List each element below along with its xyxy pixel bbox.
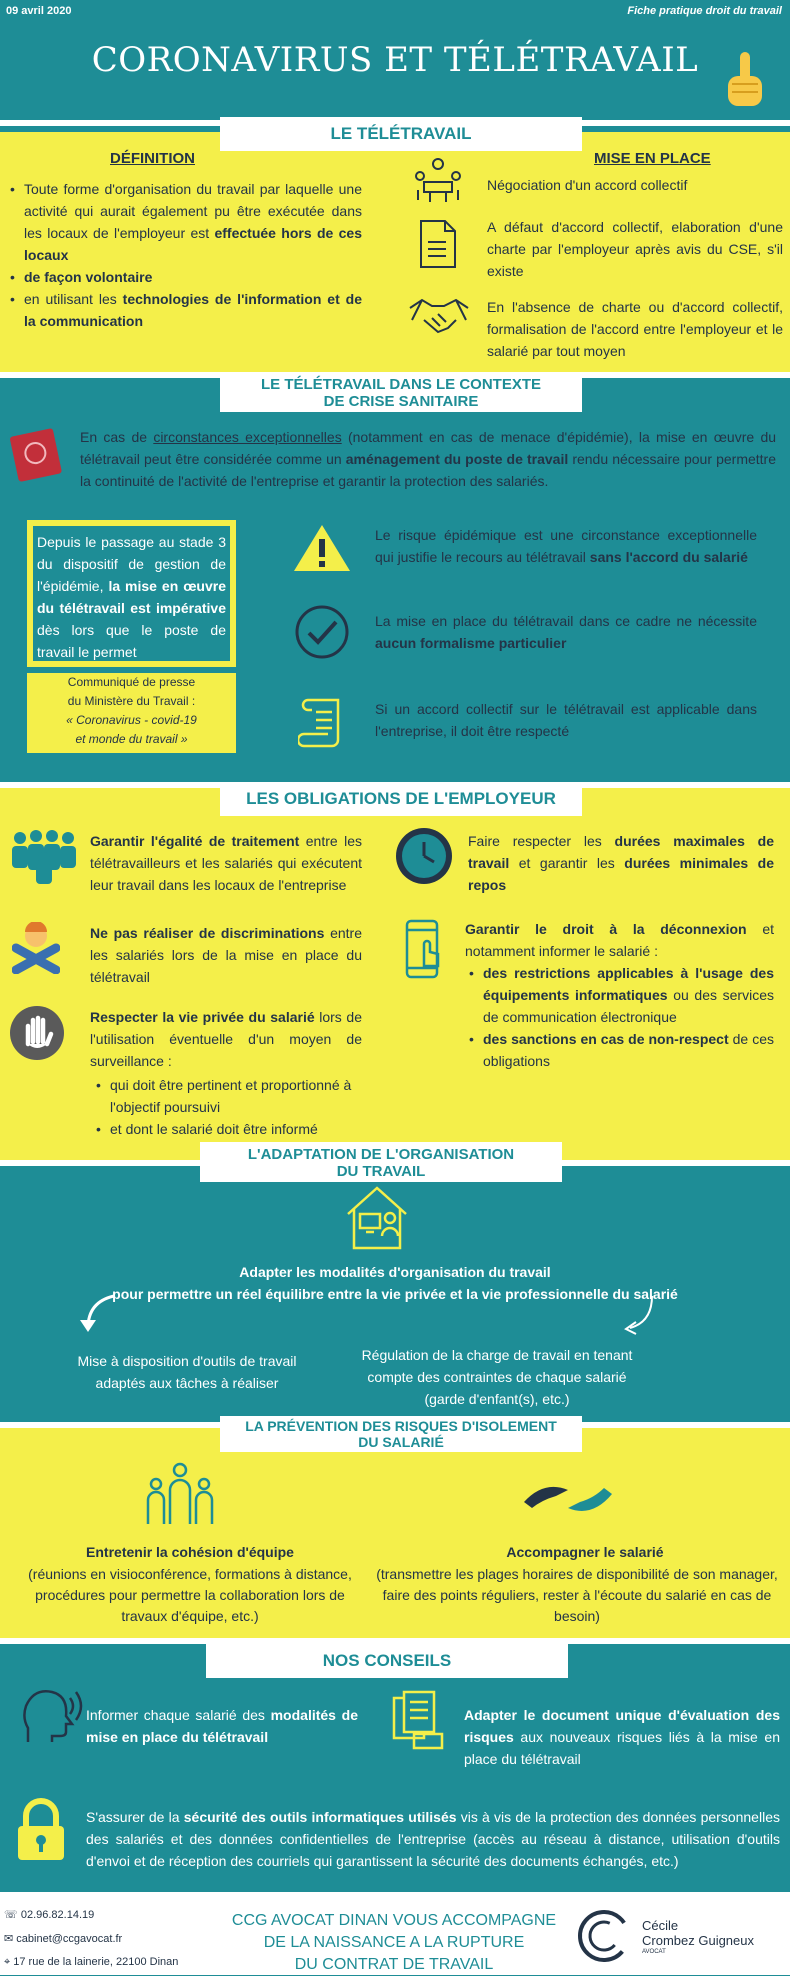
deconnexion-item: • des sanctions en cas de non-respect de ces obligations [469, 1028, 774, 1072]
crise-intro: En cas de circonstances exceptionnelles (notamment en cas de menace d'épidémie), la mise en œuvre du télétravail peut être considérée comme un aménagement du poste de travail rendu nécessaire pour permettre la continuité de l'activité de l'entreprise et garantir la protection des salariés. [80, 429, 777, 489]
prevention-left-text: (réunions en visioconférence, formations à distance, procédures pour permettre la collaboration lors de travaux d'équipe, etc.) [28, 1566, 352, 1624]
slogan-line: DE LA NAISSANCE A LA RUPTURE [263, 1934, 525, 1951]
conseils-banner: NOS CONSEILS [206, 1644, 568, 1678]
location-icon: ⌖ [4, 1956, 11, 1968]
mise-en-place-step1: Négociation d'un accord collectif [487, 177, 688, 193]
adaptation-left: Mise à disposition d'outils de travail adaptés aux tâches à réaliser [77, 1353, 297, 1391]
conseil-informer: Informer chaque salarié des modalités de mise en place du télétravail [86, 1707, 358, 1745]
deconnexion-list [469, 962, 774, 1072]
footer-slogan [214, 1910, 574, 1976]
vie-privee-item: • qui doit être pertinent et proportionné à l'objectif poursuivi [96, 1074, 362, 1118]
page-title: CORONAVIRUS ET TÉLÉTRAVAIL [91, 40, 699, 80]
clock-icon [394, 826, 454, 886]
obligation-discriminations: Ne pas réaliser de discriminations entre les salariés lors de la mise en place du télétravail [90, 925, 362, 985]
group-people-icon [6, 828, 82, 884]
deconnexion-item: • des restrictions applicables à l'usage des équipements informatiques ou des services de communication électronique [469, 962, 774, 1028]
adaptation-right: Régulation de la charge de travail en tenant compte des contraintes de chaque salarié (garde d'enfant(s), etc.) [361, 1347, 633, 1407]
documents-icon [390, 1690, 446, 1750]
speaking-head-icon [22, 1686, 86, 1746]
definition-item: • de façon volontaire [10, 266, 362, 288]
padlock-icon [14, 1798, 68, 1862]
adaptation-banner [200, 1142, 562, 1182]
footer-address: ⌖ 17 rue de la lainerie, 22100 Dinan [4, 1956, 179, 1968]
source-note [27, 673, 236, 753]
prevention-right-title: Accompagner le salarié [506, 1544, 664, 1560]
document-icon [418, 218, 458, 270]
stade3-text: Depuis le passage au stade 3 du dispositif de gestion de l'épidémie, la mise en œuvre du télétravail est impérative dès lors que le poste de travail le permet [37, 534, 226, 660]
checkmark-circle-icon [294, 604, 350, 660]
scroll-icon [298, 694, 346, 750]
logo-line: Crombez Guigneux [642, 1933, 754, 1948]
pointing-hand-icon [722, 50, 768, 110]
header-date: 09 avril 2020 [6, 5, 72, 17]
meeting-icon [412, 156, 464, 208]
phone-icon: ☏ [4, 1909, 18, 1921]
conseil-document-unique: Adapter le document unique d'évaluation des risques aux nouveaux risques liés à la mise en place du télétravail [464, 1707, 780, 1767]
crise-banner [220, 372, 582, 412]
no-gesture-person-icon [12, 922, 60, 974]
obligation-durees: Faire respecter les durées maximales de travail et garantir les durées minimales de repos [468, 833, 774, 893]
logo-line: Cécile [642, 1918, 679, 1933]
prevention-banner-line: DU SALARIÉ [358, 1434, 444, 1450]
source-line: et monde du travail » [75, 732, 188, 746]
adaptation-main [0, 1261, 790, 1305]
crise-point2: La mise en place du télétravail dans ce cadre ne nécessite aucun formalisme particulier [375, 613, 757, 651]
vie-privee-list [96, 1074, 362, 1140]
prevention-left-title: Entretenir la cohésion d'équipe [86, 1544, 294, 1560]
teletravail-banner: LE TÉLÉTRAVAIL [220, 117, 582, 151]
source-line: Communiqué de presse [67, 675, 196, 689]
law-book-icon [8, 428, 66, 484]
obligation-egalite: Garantir l'égalité de traitement entre les télétravailleurs et les salariés qui exécutent leur travail dans les locaux de l'entreprise [90, 833, 362, 893]
footer-email[interactable]: ✉ cabinet@ccgavocat.fr [4, 1933, 123, 1945]
conseil-securite: S'assurer de la sécurité des outils informatiques utilisés vis à vis de la protection des données personnelles des salariés et des données confidentielles de l'entreprise (accès au réseau à distance, utilisation d'outils d'envoi et de réception des courriels qui garantissent la sécurité des documents échangés, etc.) [86, 1809, 780, 1869]
mise-en-place-step2: A défaut d'accord collectif, elaboration d'une charte par l'employeur après avis du CSE, s'il existe [487, 219, 783, 279]
smartphone-touch-icon [404, 918, 446, 982]
definition-item: • en utilisant les technologies de l'information et de la communication [10, 288, 362, 332]
curved-arrow-right-icon [622, 1292, 662, 1336]
team-icon [140, 1462, 220, 1528]
definition-list [10, 178, 362, 332]
prevention-right-text: (transmettre les plages horaires de disponibilité de son manager, faire des points réguliers, rester à l'écoute du salarié en cas de besoin) [376, 1566, 778, 1624]
crise-point1: Le risque épidémique est une circonstance exceptionnelle qui justifie le recours au télétravail sans l'accord du salarié [375, 527, 757, 565]
curved-arrow-left-icon [78, 1292, 118, 1336]
caring-hands-icon [520, 1472, 616, 1526]
footer [0, 1892, 790, 1975]
slogan-line: DU CONTRAT DE TRAVAIL [294, 1956, 494, 1973]
crise-point3: Si un accord collectif sur le télétravail est applicable dans l'entreprise, il doit être respecté [375, 701, 757, 739]
source-line: « Coronavirus - covid-19 [66, 713, 197, 727]
stop-hand-icon [8, 1004, 66, 1062]
header-section [0, 0, 790, 120]
logo-line: AVOCAT [642, 1949, 666, 1955]
prevention-banner [220, 1416, 582, 1452]
obligation-vie-privee: Respecter la vie privée du salarié lors de l'utilisation éventuelle d'un moyen de surveillance : [90, 1009, 362, 1069]
adaptation-main-line: Adapter les modalités d'organisation du travail [239, 1264, 551, 1280]
logo-text [642, 1918, 754, 1956]
header-tag: Fiche pratique droit du travail [627, 5, 782, 17]
crise-banner-line: DE CRISE SANITAIRE [323, 393, 479, 410]
mise-en-place-heading: MISE EN PLACE [594, 150, 711, 167]
source-line: du Ministère du Travail : [67, 694, 196, 708]
vie-privee-item: • et dont le salarié doit être informé [96, 1118, 362, 1140]
warning-icon [292, 523, 352, 573]
obligation-deconnexion: Garantir le droit à la déconnexion et notamment informer le salarié : [465, 921, 774, 959]
mise-en-place-step3: En l'absence de charte ou d'accord collectif, formalisation de l'accord entre l'employeur et le salarié par tout moyen [487, 299, 783, 359]
adaptation-banner-line: DU TRAVAIL [336, 1163, 426, 1180]
definition-item: • Toute forme d'organisation du travail par laquelle une activité qui aurait également pu être exécutée dans les locaux de l'employeur est effectuée hors de ces locaux [10, 178, 362, 266]
slogan-line: CCG AVOCAT DINAN VOUS ACCOMPAGNE [231, 1912, 557, 1929]
obligations-banner: LES OBLIGATIONS DE L'EMPLOYEUR [220, 782, 582, 816]
footer-phone: ☏ 02.96.82.14.19 [4, 1909, 95, 1921]
ccg-logo-icon [576, 1908, 632, 1964]
adaptation-main-line: pour permettre un réel équilibre entre la vie privée et la vie professionnelle du salarié [112, 1286, 678, 1302]
prevention-banner-line: LA PRÉVENTION DES RISQUES D'ISOLEMENT [245, 1418, 557, 1434]
definition-heading: DÉFINITION [110, 150, 195, 167]
handshake-icon [408, 296, 470, 340]
email-icon: ✉ [4, 1933, 14, 1945]
home-office-icon [344, 1184, 410, 1252]
adaptation-banner-line: L'ADAPTATION DE L'ORGANISATION [247, 1146, 515, 1163]
crise-banner-line: LE TÉLÉTRAVAIL DANS LE CONTEXTE [260, 376, 541, 393]
